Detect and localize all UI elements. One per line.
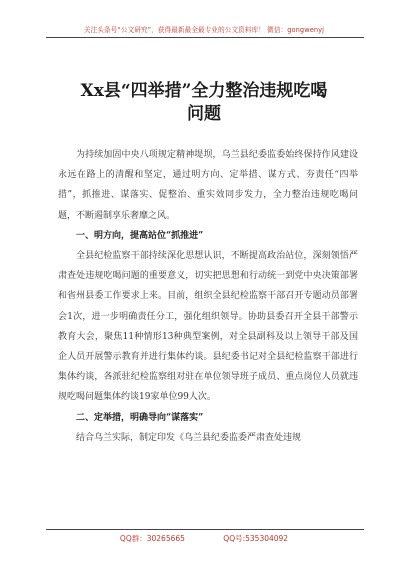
footer-qq-number: QQ号:535304092 bbox=[223, 534, 289, 543]
paragraph-section-1: 全县纪检监察干部持续深化思想认识，不断提高政治站位，深刻领悟严肃查处违规吃喝问题的重要意义，切实把思想和行动统一到党中央决策部署和省州县委工作要求上来。目前，组织全县纪检监察干部召开专题动员部署会1次，进一步明确责任分工，强化组织领导。协助县委召开全县干部警示教育大会，聚焦11种情形13种典型案例，对全县副科及以上领导干部及国企人员开展警示教育并进行集体约谈。县纪委书记对全县纪检监察干部进行集体约谈，各派驻纪检监察组对驻在单位领导班子成员、重点岗位人员就违规吃喝问题集体约谈19家单位99人次。 bbox=[58, 251, 358, 403]
title-line-2: 问题 bbox=[187, 104, 221, 124]
section-heading-2: 二、定举措，明确导向“谋落实” bbox=[76, 412, 204, 423]
document-title bbox=[0, 80, 408, 126]
title-line-1: Xx县“四举措”全力整治违规吃喝 bbox=[80, 81, 328, 101]
paragraph-intro: 为持续加固中央八项规定精神堤坝，乌兰县纪委监委始终保持作风建设永远在路上的清醒和坚定，通过明方向、定举措、谋方式、夯责任“四举措”，抓推进、谋落实、促整治、重实效同步发力，全力整治违规吃喝问题，不断遏制享乐奢靡之风。 bbox=[58, 150, 358, 221]
footer-contact bbox=[0, 533, 408, 544]
header-divider bbox=[46, 37, 364, 38]
document-body bbox=[58, 145, 358, 448]
paragraph-section-2: 结合乌兰实际，制定印发《乌兰县纪委监委严肃查处违规 bbox=[76, 432, 302, 443]
footer-qq-group: QQ群：30265665 bbox=[119, 534, 185, 543]
footer-divider bbox=[46, 529, 364, 530]
header-promo-note: 关注头条号“公文研究”，获得最新最全最专业的公文资料库！ 微信：gongwenyj bbox=[83, 26, 325, 34]
section-heading-1: 一、明方向，提高站位“抓推进” bbox=[76, 230, 204, 241]
